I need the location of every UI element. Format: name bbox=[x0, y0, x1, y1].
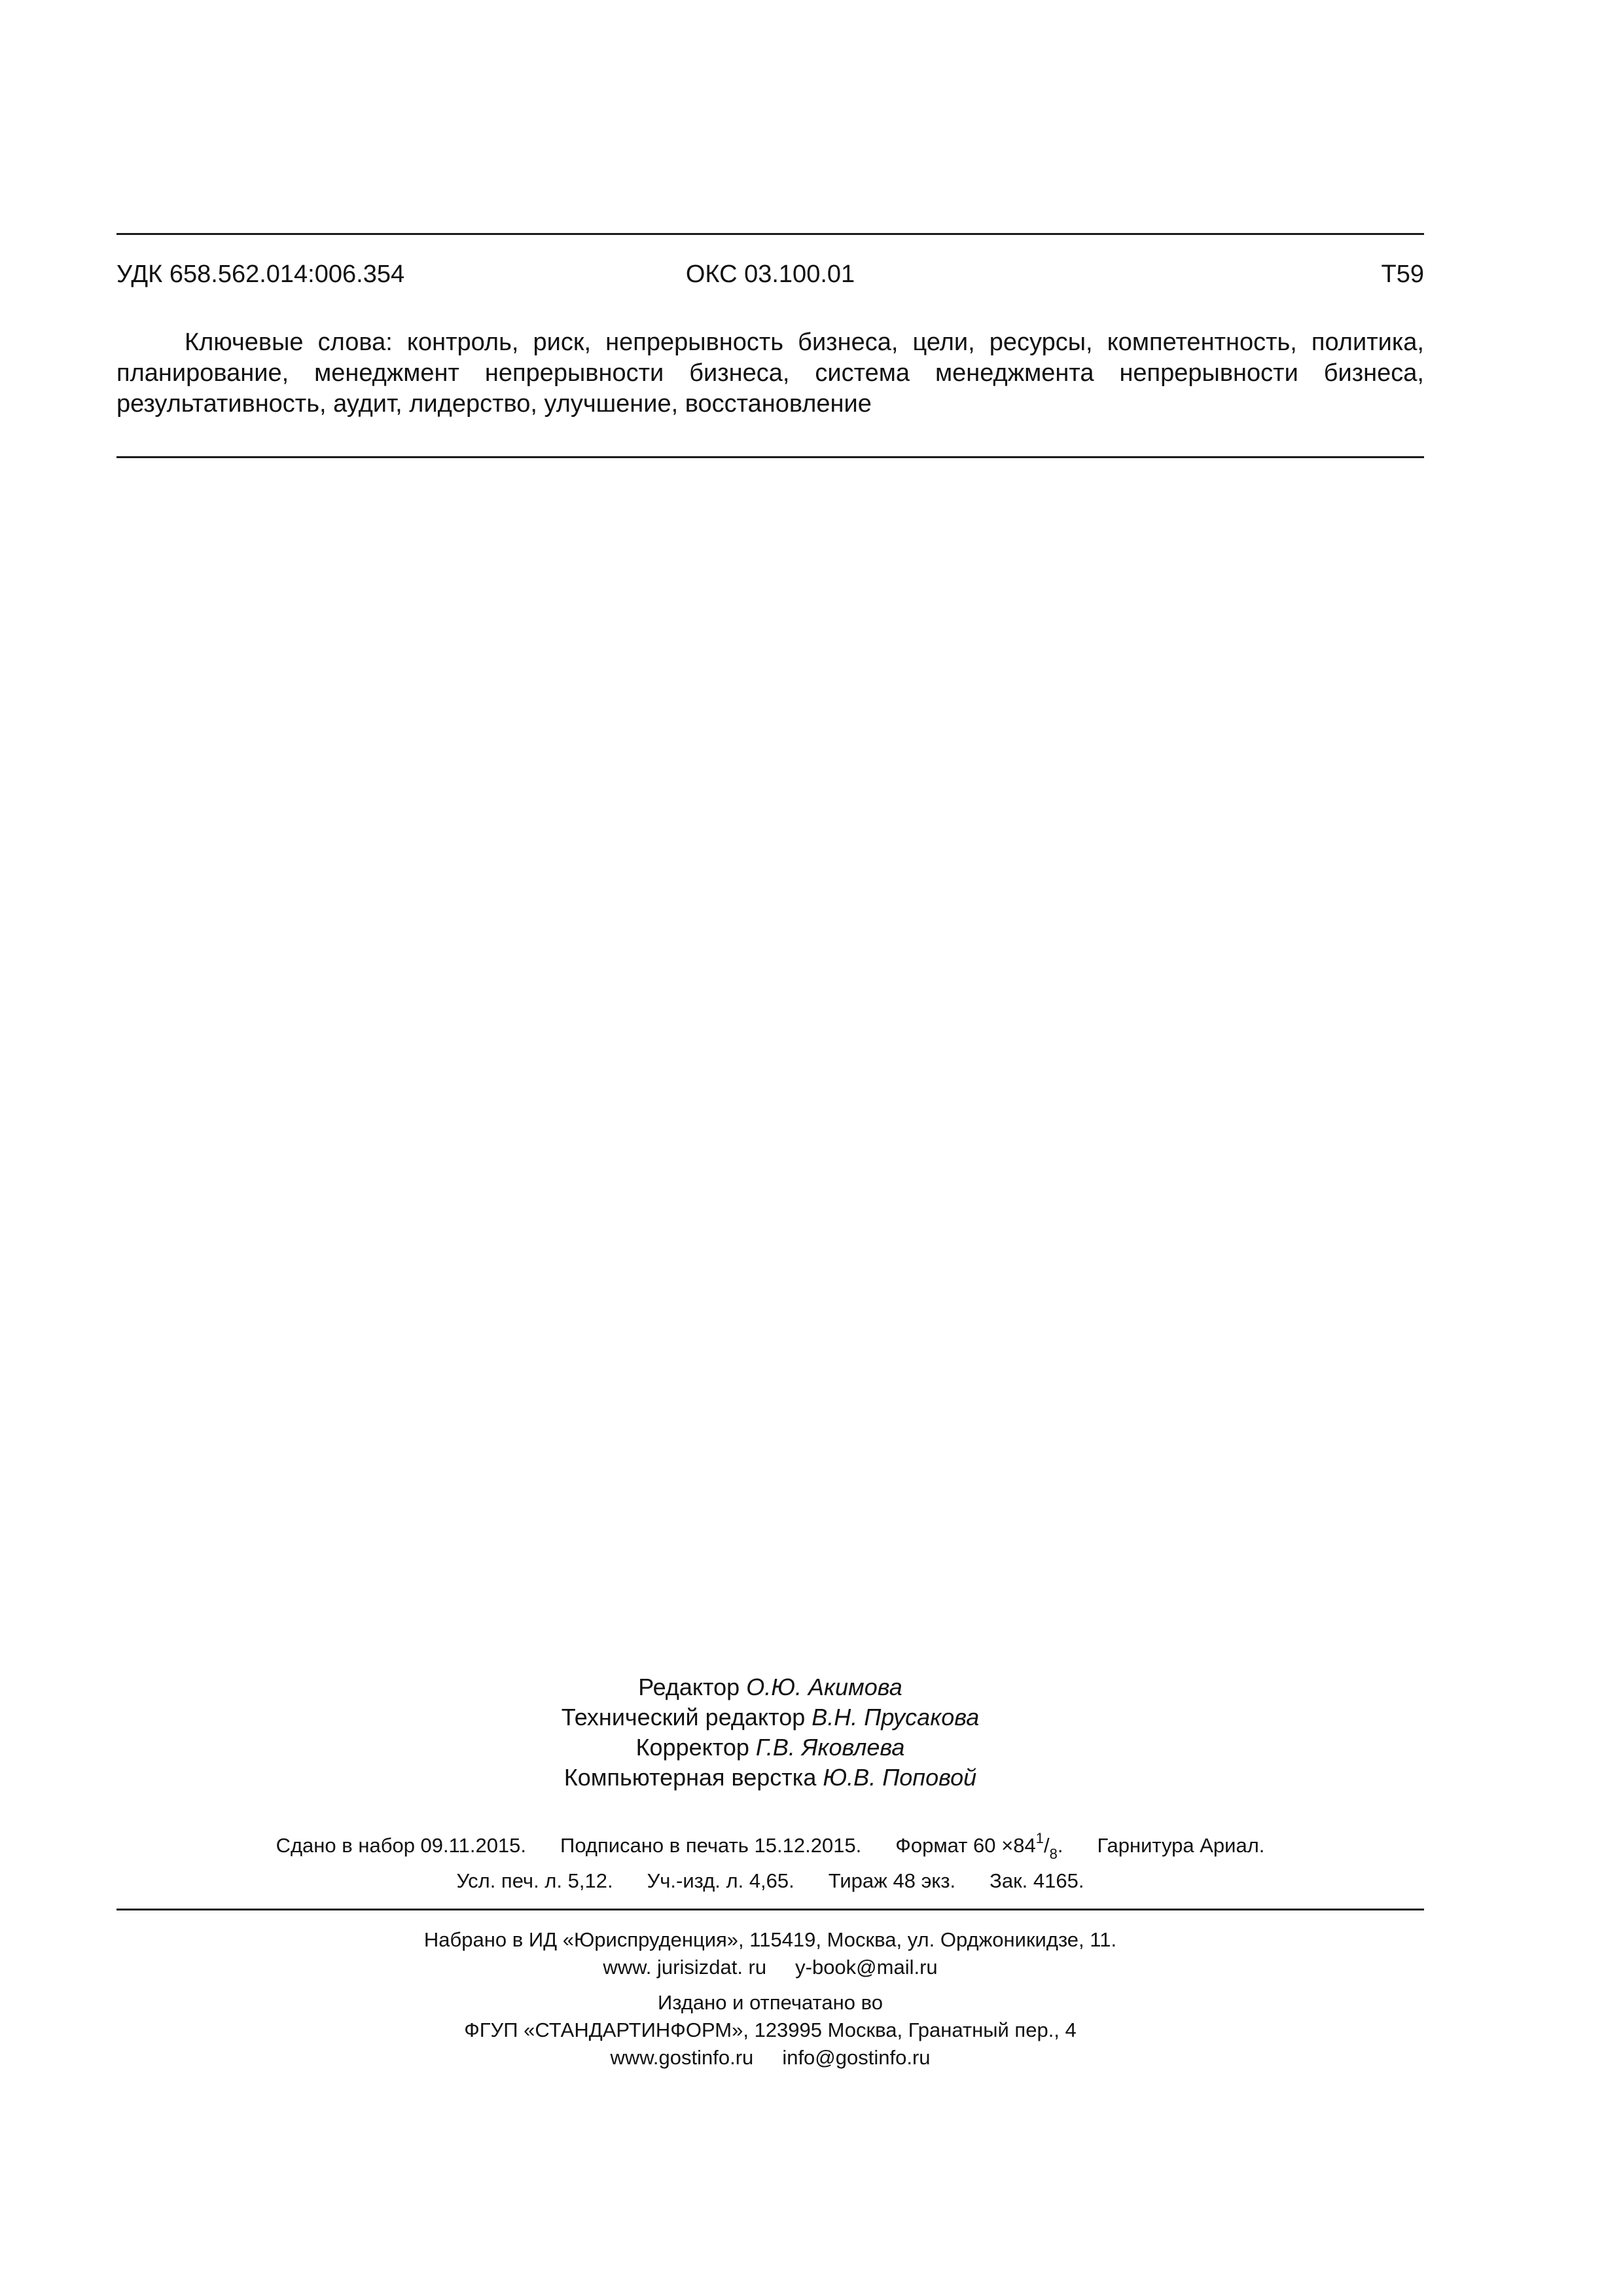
typeface: Гарнитура Ариал. bbox=[1097, 1834, 1265, 1857]
edition-sheets: Уч.-изд. л. 4,65. bbox=[647, 1869, 794, 1892]
layout-label: Компьютерная верстка bbox=[563, 1764, 817, 1791]
circulation: Тираж 48 экз. bbox=[828, 1869, 956, 1892]
signed-date: Подписано в печать 15.12.2015. bbox=[560, 1834, 862, 1857]
editor-line bbox=[116, 1672, 1424, 1702]
typeset-site-link[interactable]: www. jurisizdat. ru bbox=[603, 1956, 767, 1979]
paper-format: Формат $60 \times 84^1/_8$. bbox=[895, 1830, 1063, 1862]
editor-label: Редактор bbox=[638, 1674, 740, 1700]
printer-site-link[interactable]: www.gostinfo.ru bbox=[610, 2046, 754, 2069]
print-info-block bbox=[116, 1826, 1424, 1901]
print-info-line-2 bbox=[116, 1861, 1424, 1901]
layout-line bbox=[116, 1763, 1424, 1793]
oks-code: ОКС 03.100.01 bbox=[685, 260, 855, 288]
typeset-line: Набрано в ИД «Юриспруденция», 115419, Москва, ул. Орджоникидзе, 11. bbox=[423, 1928, 1117, 1951]
printed-by-line: Издано и отпечатано во bbox=[658, 1991, 883, 2014]
keywords-paragraph: Ключевые слова: контроль, риск, непрерывность бизнеса, цели, ресурсы, компетентность, политика, планирование, менеджмент непрерывности бизнеса, система менеджмента непрерывности бизнеса, результативность, аудит, лидерство, улучшение, восстановление bbox=[116, 329, 1424, 418]
publisher-block bbox=[116, 1926, 1424, 2072]
printer-line: ФГУП «СТАНДАРТИНФОРМ», 123995 Москва, Гранатный пер., 4 bbox=[464, 2018, 1077, 2041]
footer-divider bbox=[116, 1909, 1424, 1910]
credits-block bbox=[116, 1672, 1424, 1793]
order-number: Зак. 4165. bbox=[990, 1869, 1084, 1892]
typeset-contacts bbox=[116, 1954, 1424, 1981]
submitted-date: Сдано в набор 09.11.2015. bbox=[276, 1834, 527, 1857]
corrector-label: Корректор bbox=[635, 1734, 749, 1761]
printed-sheets: Усл. печ. л. 5,12. bbox=[456, 1869, 613, 1892]
layout-name: Ю.В. Поповой bbox=[823, 1764, 977, 1791]
keywords-divider bbox=[116, 456, 1424, 458]
udk-code: УДК 658.562.014:006.354 bbox=[116, 260, 405, 288]
corrector-name: Г.В. Яковлева bbox=[755, 1734, 905, 1761]
printer-email-link[interactable]: info@gostinfo.ru bbox=[782, 2046, 931, 2069]
tech-editor-line bbox=[116, 1702, 1424, 1732]
typeset-email-link[interactable]: y-book@mail.ru bbox=[795, 1956, 938, 1979]
printer-contacts bbox=[116, 2044, 1424, 2072]
tech-editor-name: В.Н. Прусакова bbox=[812, 1704, 980, 1731]
tech-editor-label: Технический редактор bbox=[561, 1704, 806, 1731]
top-divider bbox=[116, 233, 1424, 235]
print-info-line-1 bbox=[116, 1826, 1424, 1865]
corrector-line bbox=[116, 1732, 1424, 1763]
editor-name: О.Ю. Акимова bbox=[746, 1674, 902, 1700]
category-code: Т59 bbox=[1381, 260, 1424, 288]
classification-row bbox=[116, 260, 1424, 293]
